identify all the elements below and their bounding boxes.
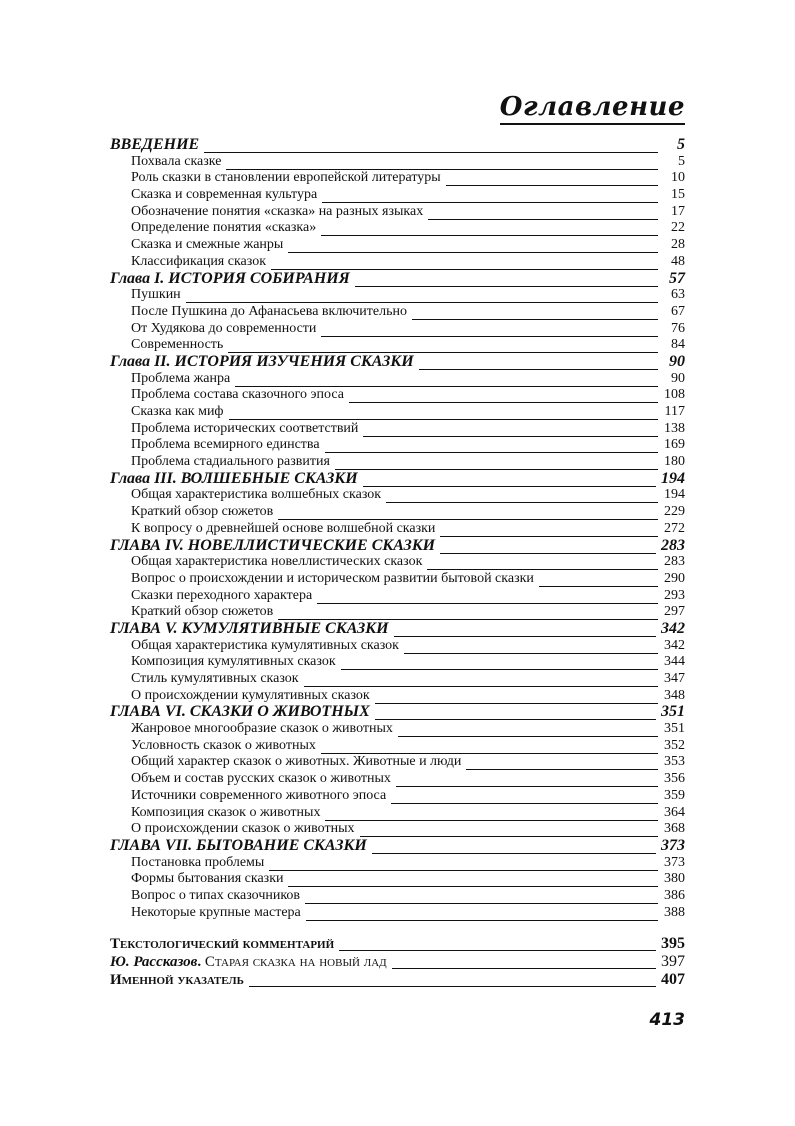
toc-leader [392, 956, 656, 969]
toc-sections [110, 137, 685, 921]
toc-item-row[interactable] [110, 554, 685, 571]
toc-page: 290 [664, 570, 685, 586]
toc-leader [204, 140, 658, 153]
toc-item-row[interactable] [110, 754, 685, 771]
spacer [110, 921, 685, 935]
toc-label: Формы бытования сказки [131, 871, 284, 887]
toc-chapter-row[interactable] [110, 838, 685, 855]
toc-label: Постановка проблемы [131, 854, 265, 870]
toc-leader [288, 240, 658, 253]
toc-page: 297 [664, 604, 685, 620]
toc-leader [440, 541, 656, 554]
toc-leader [394, 624, 656, 637]
toc-page: 76 [671, 320, 685, 336]
toc-page: 351 [661, 703, 685, 721]
toc-page: 352 [664, 737, 685, 753]
toc-article-title: Старая сказка на новый лад [204, 954, 387, 971]
toc-page: 388 [664, 904, 685, 920]
toc-leader [349, 390, 658, 403]
toc-label: Похвала сказке [131, 153, 222, 169]
toc-page: 348 [664, 687, 685, 703]
toc-label: ГЛАВА VI. СКАЗКИ О ЖИВОТНЫХ [110, 703, 370, 721]
toc-item-row[interactable] [110, 855, 685, 872]
toc-row-commentary[interactable] [110, 935, 685, 953]
toc-item-row[interactable] [110, 721, 685, 738]
toc-leader [427, 557, 658, 570]
toc-item-row[interactable] [110, 671, 685, 688]
toc-label: Классификация сказок [131, 253, 267, 269]
toc-page: 397 [661, 953, 685, 971]
toc-page: 342 [664, 637, 685, 653]
toc-leader [466, 757, 658, 770]
toc-leader [396, 774, 658, 787]
toc-label: Объем и состав русских сказок о животных [131, 771, 391, 787]
toc-item-row[interactable] [110, 487, 685, 504]
toc-label: Проблема исторических соответствий [131, 420, 359, 436]
toc-item-row[interactable] [110, 788, 685, 805]
toc-page: 10 [671, 170, 685, 186]
toc-label: Глава II. ИСТОРИЯ ИЗУЧЕНИЯ СКАЗКИ [110, 352, 414, 370]
toc-label: Жанровое многообразие сказок о животных [131, 721, 393, 737]
toc-page: 57 [669, 269, 685, 287]
toc-leader [306, 908, 658, 921]
toc-page: 194 [664, 487, 685, 503]
toc-leader [321, 324, 658, 337]
toc-page: 63 [671, 287, 685, 303]
toc-label: Композиция сказок о животных [131, 804, 321, 820]
toc-page: 272 [664, 520, 685, 536]
toc-chapter-row[interactable] [110, 471, 685, 488]
toc-page: 344 [664, 654, 685, 670]
toc-page: 28 [671, 237, 685, 253]
toc-label: Проблема состава сказочного эпоса [131, 387, 344, 403]
toc-page: 108 [664, 387, 685, 403]
toc-page: 17 [671, 203, 685, 219]
toc-label: Вопрос о типах сказочников [131, 887, 301, 903]
toc-page: 283 [661, 536, 685, 554]
toc-label: ВВЕДЕНИЕ [110, 136, 200, 153]
toc-leader [339, 938, 656, 951]
toc-page: 368 [664, 821, 685, 837]
toc-leader [363, 474, 656, 487]
toc-leader [360, 824, 658, 837]
toc-page: 169 [664, 437, 685, 453]
toc-page: 356 [664, 771, 685, 787]
toc-item-row[interactable] [110, 771, 685, 788]
toc-author: Ю. Рассказов [110, 954, 198, 971]
toc-page: 90 [671, 370, 685, 386]
toc-label: Общий характер сказок о животных. Животные и люди [131, 754, 462, 770]
toc-label: После Пушкина до Афанасьева включительно [131, 303, 407, 319]
toc-label: О происхождении сказок о животных [131, 821, 355, 837]
toc-item-row[interactable] [110, 571, 685, 588]
page-title: Оглавление [500, 92, 685, 125]
toc-item-row[interactable] [110, 254, 685, 271]
toc-page: 48 [671, 253, 685, 269]
toc-label: Общая характеристика кумулятивных сказок [131, 637, 399, 653]
toc-label: Глава III. ВОЛШЕБНЫЕ СКАЗКИ [110, 469, 358, 487]
toc-item-row[interactable] [110, 237, 685, 254]
toc-item-row[interactable] [110, 738, 685, 755]
toc-item-row[interactable] [110, 504, 685, 521]
toc-label: ГЛАВА V. КУМУЛЯТИВНЫЕ СКАЗКИ [110, 619, 389, 637]
toc-page: 386 [664, 887, 685, 903]
toc-leader [446, 173, 658, 186]
toc-item-row[interactable] [110, 588, 685, 605]
toc-item-row[interactable] [110, 287, 685, 304]
toc-label: Краткий обзор сюжетов [131, 604, 274, 620]
toc-label: Пушкин [131, 287, 181, 303]
toc-chapter-row[interactable] [110, 137, 685, 154]
toc-item-row[interactable] [110, 371, 685, 388]
toc-leader [325, 808, 658, 821]
toc-label: Проблема стадиального развития [131, 454, 330, 470]
toc-label: От Худякова до современности [131, 320, 317, 336]
toc-page: 194 [661, 469, 685, 487]
toc-page: 395 [661, 935, 685, 953]
toc-leader [321, 741, 658, 754]
toc-item-row[interactable] [110, 805, 685, 822]
toc-leader [305, 891, 658, 904]
toc-item-row[interactable] [110, 304, 685, 321]
toc-item-row[interactable] [110, 454, 685, 471]
toc-item-row[interactable] [110, 888, 685, 905]
toc-page: 373 [661, 836, 685, 854]
toc-item-row[interactable] [110, 688, 685, 705]
toc-leader [278, 507, 658, 520]
toc-leader [404, 641, 658, 654]
toc-page: 407 [661, 971, 685, 989]
toc-item-row[interactable] [110, 154, 685, 171]
toc-page: 180 [664, 454, 685, 470]
page-number: 413 [649, 1010, 685, 1030]
toc-leader [341, 657, 658, 670]
toc-page: 373 [664, 854, 685, 870]
toc-leader [355, 274, 658, 287]
toc-label: Обозначение понятия «сказка» на разных языках [131, 203, 424, 219]
toc-page: 380 [664, 871, 685, 887]
toc-page: 5 [678, 153, 685, 169]
toc-item-row[interactable] [110, 387, 685, 404]
toc-page: 293 [664, 587, 685, 603]
toc-leader [304, 674, 658, 687]
toc-chapter-row[interactable] [110, 271, 685, 288]
toc-page: 67 [671, 303, 685, 319]
toc-leader [363, 424, 658, 437]
toc-leader [278, 607, 658, 620]
toc-leader [228, 340, 658, 353]
toc-label: К вопросу о древнейшей основе волшебной сказки [131, 520, 436, 536]
toc-label: Вопрос о происхождении и историческом развитии бытовой сказки [131, 570, 534, 586]
toc-label: Сказка и смежные жанры [131, 237, 284, 253]
toc-row-article[interactable] [110, 953, 685, 971]
toc-leader [325, 440, 658, 453]
toc-chapter-row[interactable] [110, 538, 685, 555]
toc-label: Композиция кумулятивных сказок [131, 654, 336, 670]
toc-page: 342 [661, 619, 685, 637]
toc-page: 229 [664, 504, 685, 520]
toc-leader [226, 157, 658, 170]
toc-label: Некоторые крупные мастера [131, 904, 301, 920]
toc-label: Краткий обзор сюжетов [131, 504, 274, 520]
toc-leader [229, 407, 658, 420]
toc-page: 22 [671, 220, 685, 236]
toc-leader [186, 290, 658, 303]
toc-chapter-row[interactable] [110, 704, 685, 721]
toc-label: ГЛАВА VII. БЫТОВАНИЕ СКАЗКИ [110, 836, 367, 854]
toc-row-index[interactable] [110, 971, 685, 989]
toc-page: 15 [671, 187, 685, 203]
toc-separator: . [197, 954, 205, 971]
toc-chapter-row[interactable] [110, 621, 685, 638]
toc-leader [271, 257, 658, 270]
toc-item-row[interactable] [110, 905, 685, 922]
toc-leader [321, 223, 658, 236]
toc-leader [412, 307, 658, 320]
toc-item-row[interactable] [110, 654, 685, 671]
toc-page: 359 [664, 787, 685, 803]
toc-leader [335, 457, 658, 470]
toc-leader [539, 574, 658, 587]
toc-label: Общая характеристика волшебных сказок [131, 487, 382, 503]
toc-item-row[interactable] [110, 321, 685, 338]
toc-page: 90 [669, 352, 685, 370]
toc-item-row[interactable] [110, 404, 685, 421]
toc-leader [288, 874, 658, 887]
toc-leader [428, 207, 658, 220]
toc-page: 353 [664, 754, 685, 770]
toc-item-row[interactable] [110, 821, 685, 838]
toc-leader [375, 707, 656, 720]
toc-item-row[interactable] [110, 437, 685, 454]
toc-item-row[interactable] [110, 170, 685, 187]
toc-label: Текстологический комментарий [110, 936, 335, 953]
toc-label [110, 953, 387, 971]
toc-label: Роль сказки в становлении европейской литературы [131, 170, 441, 186]
toc-item-row[interactable] [110, 187, 685, 204]
toc-page: 351 [664, 721, 685, 737]
toc-label: Определение понятия «сказка» [131, 220, 317, 236]
toc-page: 347 [664, 671, 685, 686]
toc-item-row[interactable] [110, 337, 685, 354]
toc-leader [440, 524, 658, 537]
toc-item-row[interactable] [110, 638, 685, 655]
toc-label: ГЛАВА IV. НОВЕЛЛИСТИЧЕСКИЕ СКАЗКИ [110, 536, 436, 554]
toc-item-row[interactable] [110, 871, 685, 888]
toc-item-row[interactable] [110, 521, 685, 538]
toc-item-row[interactable] [110, 204, 685, 221]
toc-label: Проблема жанра [131, 370, 231, 386]
toc-label: Глава I. ИСТОРИЯ СОБИРАНИЯ [110, 269, 350, 287]
toc-leader [398, 724, 658, 737]
toc-leader [419, 357, 658, 370]
toc-chapter-row[interactable] [110, 354, 685, 371]
toc-label: Источники современного животного эпоса [131, 787, 387, 803]
toc-label: Сказки переходного характера [131, 587, 313, 603]
toc-item-row[interactable] [110, 604, 685, 621]
toc-label: Стиль кумулятивных сказок [131, 671, 299, 686]
toc-leader [375, 691, 658, 704]
toc-label: Общая характеристика новеллистических сказок [131, 554, 423, 570]
toc-leader [372, 841, 656, 854]
toc-leader [322, 190, 658, 203]
toc-label: Сказка как миф [131, 404, 224, 419]
toc-page: 84 [671, 337, 685, 353]
toc-label: Проблема всемирного единства [131, 437, 320, 453]
toc-label: О происхождении кумулятивных сказок [131, 687, 370, 703]
toc-page: 5 [677, 136, 685, 153]
toc-page: 283 [664, 554, 685, 570]
toc-leader [235, 374, 658, 387]
table-of-contents [110, 137, 685, 989]
toc-item-row[interactable] [110, 421, 685, 438]
toc-item-row[interactable] [110, 220, 685, 237]
toc-label: Сказка и современная культура [131, 187, 318, 203]
toc-page: 138 [664, 420, 685, 436]
toc-leader [391, 791, 658, 804]
toc-label: Именной указатель [110, 972, 244, 989]
toc-leader [249, 974, 656, 987]
toc-label: Современность [131, 337, 224, 353]
toc-leader [317, 591, 658, 604]
toc-page: 117 [664, 404, 685, 419]
toc-label: Условность сказок о животных [131, 737, 316, 753]
toc-page: 364 [664, 804, 685, 820]
toc-leader [386, 490, 658, 503]
toc-leader [269, 858, 658, 871]
